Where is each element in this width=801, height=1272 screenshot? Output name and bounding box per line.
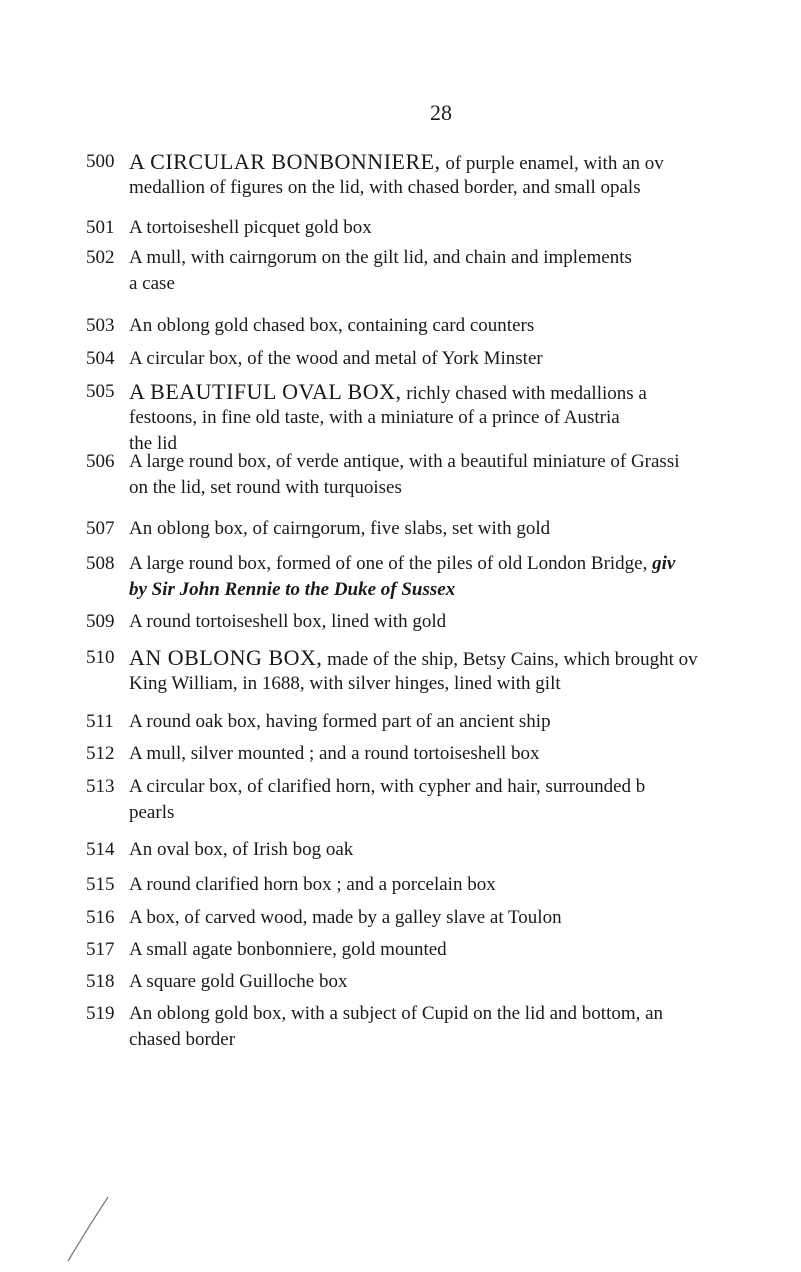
lot-entry [0, 906, 801, 929]
lot-text: AN OBLONG BOX, [129, 645, 323, 670]
lot-entry [0, 314, 801, 337]
lot-entry [0, 970, 801, 993]
lot-description [0, 838, 801, 861]
lot-number: 507 [86, 518, 115, 539]
lot-description [0, 1002, 801, 1025]
lot-number: 508 [86, 553, 115, 574]
lot-number: 504 [86, 348, 115, 369]
lot-entry [0, 552, 801, 601]
lot-number: 513 [86, 776, 115, 797]
lot-description [0, 347, 801, 370]
lot-entry [0, 246, 801, 295]
lot-text: festoons, in fine old taste, with a miniature of a prince of Austria [129, 407, 620, 428]
lot-number: 501 [86, 217, 115, 238]
lot-entry [0, 742, 801, 765]
lot-entry [0, 1002, 801, 1051]
page-number: 28 [430, 100, 452, 125]
lot-number: 519 [86, 1003, 115, 1024]
lot-description [0, 517, 801, 540]
lot-number: 512 [86, 743, 115, 764]
lot-text: A circular box, of clarified horn, with cypher and hair, surrounded b [129, 776, 646, 797]
lot-entry [0, 838, 801, 861]
lot-text: A mull, silver mounted ; and a round tortoiseshell box [129, 743, 540, 764]
lot-text: An oblong gold box, with a subject of Cupid on the lid and bottom, an [129, 1003, 664, 1024]
lot-text: A square gold Guilloche box [129, 971, 348, 992]
lot-number: 514 [86, 839, 115, 860]
lot-number: 515 [86, 874, 115, 895]
lot-number: 500 [86, 151, 115, 172]
lot-text: a case [129, 273, 175, 294]
lot-description-continued [0, 672, 801, 695]
lot-number: 510 [86, 647, 115, 668]
lot-description [0, 450, 801, 473]
lot-text: of purple enamel, with an ov [440, 153, 664, 174]
lot-text: A CIRCULAR BONBONNIERE, [129, 149, 441, 174]
lot-text: the lid [129, 433, 178, 454]
lot-text: An oblong box, of cairngorum, five slabs, set with gold [129, 518, 551, 539]
lot-text: An oval box, of Irish bog oak [129, 839, 354, 860]
lot-entry [0, 646, 801, 695]
lot-number: 509 [86, 611, 115, 632]
lot-description-continued [0, 476, 801, 499]
lot-description [0, 314, 801, 337]
lot-text: King William, in 1688, with silver hinges, lined with gilt [129, 673, 561, 694]
lot-description [0, 610, 801, 633]
lot-text: richly chased with medallions a [401, 383, 647, 404]
lot-entry [0, 450, 801, 499]
lot-text: A round clarified horn box ; and a porcelain box [129, 874, 496, 895]
lot-description [0, 938, 801, 961]
lot-description-continued [0, 272, 801, 295]
lot-text: A tortoiseshell picquet gold box [129, 217, 372, 238]
lot-number: 502 [86, 247, 115, 268]
lot-number: 505 [86, 381, 115, 402]
lot-description [0, 380, 801, 403]
lot-entry [0, 938, 801, 961]
lot-entry [0, 775, 801, 824]
lot-description [0, 742, 801, 765]
lot-description-continued [0, 176, 801, 199]
lot-entry [0, 710, 801, 733]
lot-description [0, 775, 801, 798]
lot-text: An oblong gold chased box, containing card counters [129, 315, 535, 336]
lot-entry [0, 216, 801, 239]
lot-text: A round oak box, having formed part of an ancient ship [129, 711, 551, 732]
lot-description [0, 216, 801, 239]
lot-number: 511 [86, 711, 114, 732]
lot-description [0, 906, 801, 929]
lot-text: medallion of figures on the lid, with chased border, and small opals [129, 177, 641, 198]
lot-description [0, 150, 801, 173]
lot-number: 503 [86, 315, 115, 336]
lot-number: 517 [86, 939, 115, 960]
lot-description [0, 552, 801, 575]
lot-description [0, 710, 801, 733]
lot-description-continued [0, 1028, 801, 1051]
lot-description-continued [0, 406, 801, 429]
lot-text: A circular box, of the wood and metal of York Minster [129, 348, 543, 369]
lot-text: pearls [129, 802, 175, 823]
lot-text: A large round box, formed of one of the piles of old London Bridge, [129, 553, 653, 574]
lot-description [0, 970, 801, 993]
lot-entry [0, 873, 801, 896]
pencil-mark-icon [60, 1195, 110, 1265]
lot-text: A large round box, of verde antique, with a beautiful miniature of Grassi [129, 451, 680, 472]
lot-text: on the lid, set round with turquoises [129, 477, 402, 498]
lot-description [0, 646, 801, 669]
lot-text: A BEAUTIFUL OVAL BOX, [129, 379, 402, 404]
lot-text: by Sir John Rennie to the Duke of Sussex [129, 579, 456, 600]
lot-text: made of the ship, Betsy Cains, which brought ov [322, 649, 698, 670]
lot-description-continued [0, 578, 801, 601]
lot-entry [0, 610, 801, 633]
lot-description [0, 246, 801, 269]
lot-text: A box, of carved wood, made by a galley slave at Toulon [129, 907, 562, 928]
lot-text: A round tortoiseshell box, lined with gold [129, 611, 447, 632]
lot-entry [0, 347, 801, 370]
lot-text: giv [652, 553, 676, 574]
lot-description-continued [0, 801, 801, 824]
lot-description [0, 873, 801, 896]
lot-text: chased border [129, 1029, 236, 1050]
lot-entry [0, 150, 801, 199]
lot-entry [0, 517, 801, 540]
lot-number: 518 [86, 971, 115, 992]
lot-text: A mull, with cairngorum on the gilt lid, and chain and implements [129, 247, 632, 268]
lot-number: 506 [86, 451, 115, 472]
lot-number: 516 [86, 907, 115, 928]
lot-text: A small agate bonbonniere, gold mounted [129, 939, 447, 960]
lot-entry [0, 380, 801, 455]
